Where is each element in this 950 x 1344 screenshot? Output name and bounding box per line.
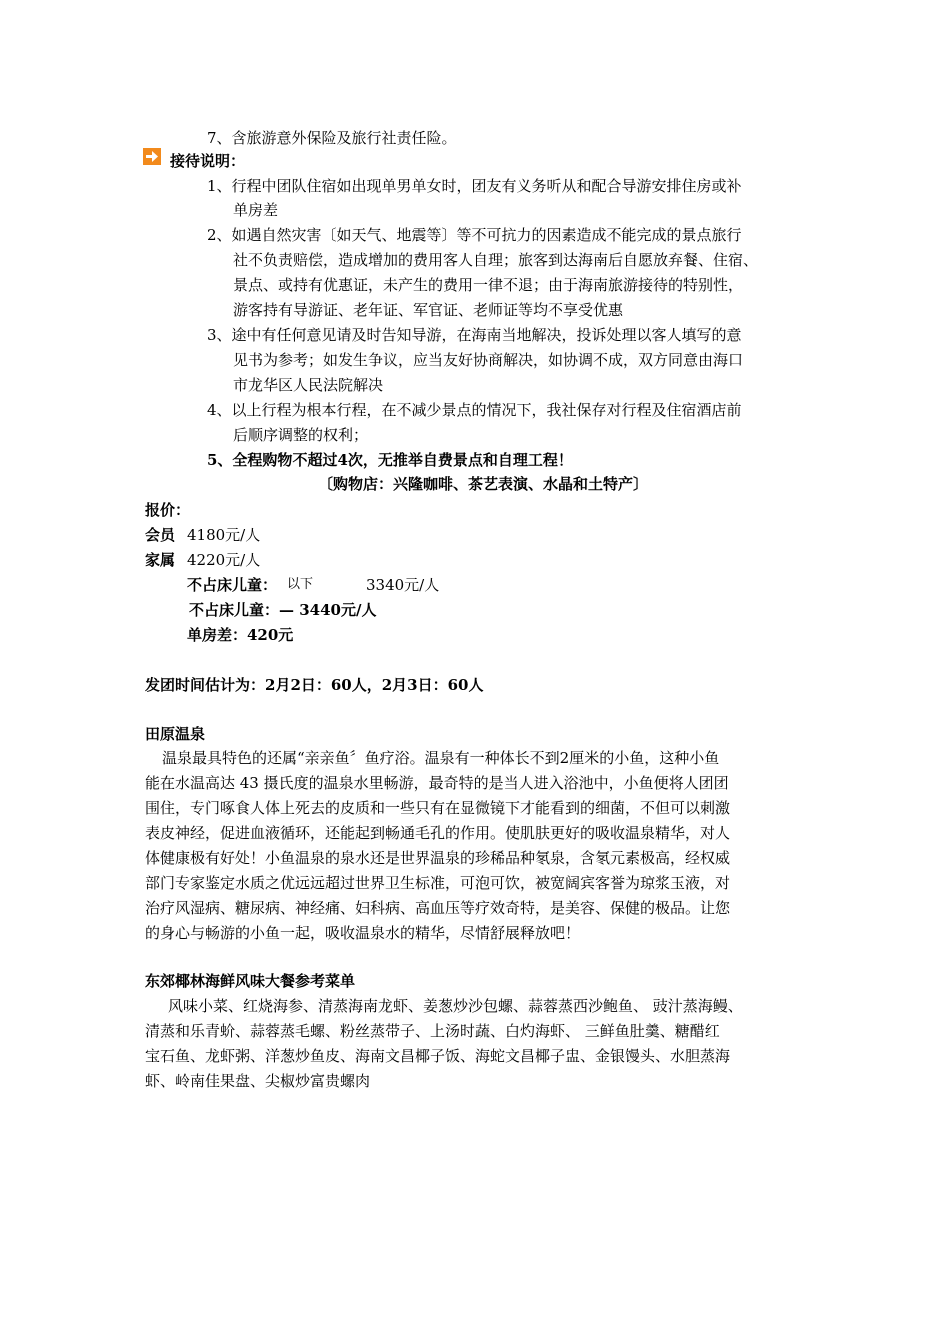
- hot-spring-line-4: 表皮神经，促进血液循环，还能起到畅通毛孔的作用。使肌肤更好的吸收温泉精华，对人: [145, 824, 731, 842]
- insurance-item: 7、含旅游意外保险及旅行社责任险。: [207, 129, 457, 147]
- seafood-menu-line-3: 宝石鱼、龙虾粥、洋葱炒鱼皮、海南文昌椰子饭、海蛇文昌椰子盅、金银馒头、水胆蒸海: [145, 1047, 731, 1065]
- child-no-bed-1-note: 以下: [287, 577, 314, 592]
- hot-spring-title: 田原温泉: [145, 725, 206, 743]
- hot-spring-line-2: 能在水温高达 43 摄氏度的温泉水里畅游，最奇特的是当人进入浴池中，小鱼便将人团团: [145, 774, 729, 792]
- reception-item-3-line-2: 见书为参考；如发生争议，应当友好协商解决，如协调不成，双方同意由海口: [233, 351, 744, 369]
- reception-item-4-line-1: 4、以上行程为根本行程，在不减少景点的情况下，我社保存对行程及住宿酒店前: [207, 401, 742, 419]
- reception-item-2-line-4: 游客持有导游证、老年证、军官证、老师证等均不享受优惠: [233, 301, 624, 319]
- reception-item-3-line-1: 3、途中有任何意见请及时告知导游，在海南当地解决，投诉处理以客人填写的意: [207, 326, 742, 344]
- single-room-surcharge: 单房差：420元: [187, 626, 294, 644]
- departure-schedule: 发团时间估计为：2月2日：60人，2月3日：60人: [145, 676, 484, 694]
- seafood-menu-line-4: 虾、岭南佳果盘、尖椒炒富贵螺肉: [145, 1072, 371, 1090]
- pricing-heading: 报价：: [145, 501, 191, 519]
- shopping-limit: 5、全程购物不超过4次，无推举自费景点和自理工程！: [207, 451, 573, 469]
- family-label: 家属: [145, 551, 176, 569]
- reception-item-2-line-3: 景点、或持有优惠证，未产生的费用一律不退；由于海南旅游接待的特别性，: [233, 276, 744, 294]
- reception-item-1-line-1: 1、行程中团队住宿如出现单男单女时，团友有义务听从和配合导游安排住房或补: [207, 177, 742, 195]
- reception-item-4-line-2: 后顺序调整的权利；: [233, 426, 369, 444]
- family-price: 4220元/人: [187, 551, 261, 569]
- seafood-menu-title: 东郊椰林海鲜风味大餐参考菜单: [145, 972, 356, 990]
- hot-spring-line-1: 温泉最具特色的还属“亲亲鱼〞鱼疗浴。温泉有一种体长不到2厘米的小鱼，这种小鱼: [162, 749, 720, 767]
- shopping-stores: 〔购物店：兴隆咖啡、茶艺表演、水晶和土特产〕: [318, 475, 649, 493]
- reception-heading: 接待说明：: [170, 152, 246, 170]
- child-no-bed-1-price: 3340元/人: [366, 576, 440, 594]
- hot-spring-line-8: 的身心与畅游的小鱼一起，吸收温泉水的精华，尽情舒展释放吧！: [145, 924, 581, 942]
- hot-spring-line-7: 治疗风湿病、糖尿病、神经痛、妇科病、高血压等疗效奇特，是美容、保健的极品。让您: [145, 899, 731, 917]
- hot-spring-line-6: 部门专家鉴定水质之优远远超过世界卫生标准，可泡可饮，被宽阔宾客誉为琼浆玉液，对: [145, 874, 731, 892]
- member-label: 会员: [145, 526, 176, 544]
- hot-spring-line-5: 体健康极有好处！小鱼温泉的泉水还是世界温泉的珍稀品种氡泉，含氡元素极高，经权威: [145, 849, 731, 867]
- reception-item-2-line-1: 2、如遇自然灾害〔如天气、地震等〕等不可抗力的因素造成不能完成的景点旅行: [207, 226, 742, 244]
- seafood-menu-line-1: 风味小菜、红烧海参、清蒸海南龙虾、姜葱炒沙包螺、蒜蓉蒸西沙鲍鱼、 豉汁蒸海鳗、: [168, 997, 743, 1015]
- hot-spring-line-3: 围住，专门啄食人体上死去的皮质和一些只有在显微镜下才能看到的细菌，不但可以刺激: [145, 799, 731, 817]
- child-no-bed-1-label: 不占床儿童：: [187, 576, 278, 594]
- reception-item-3-line-3: 市龙华区人民法院解决: [233, 376, 384, 394]
- child-no-bed-2: 不占床儿童：— 3440元/人: [189, 601, 377, 619]
- arrow-right-icon: [143, 148, 161, 165]
- reception-item-1-line-2: 单房差: [233, 201, 279, 219]
- member-price: 4180元/人: [187, 526, 261, 544]
- reception-item-2-line-2: 社不负责赔偿，造成增加的费用客人自理；旅客到达海南后自愿放弃餐、住宿、: [233, 251, 759, 269]
- seafood-menu-line-2: 清蒸和乐青蚧、蒜蓉蒸毛螺、粉丝蒸带子、上汤时蔬、白灼海虾、 三鲜鱼肚羹、糖醋红: [145, 1022, 720, 1040]
